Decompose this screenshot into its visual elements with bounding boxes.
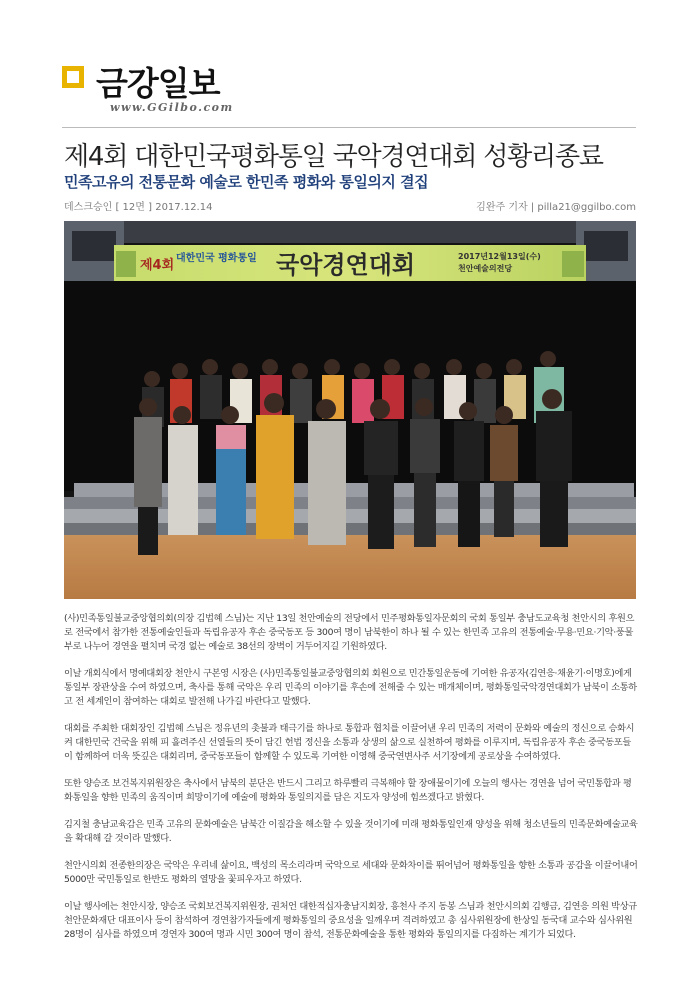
article-paragraph: 김지철 충남교육감은 민족 고유의 문화예술은 남북간 이질감을 해소할 수 있을 것이기에 미래 평화통일인재 양성을 위해 청소년들의 민족문화예술교육을 확대해 갈 것이라 말했다. [64,819,638,844]
newspaper-name[interactable]: 금강일보 [96,64,220,103]
banner-date: 2017년12월13일(수) [458,252,541,261]
article-photo [64,221,636,599]
article-paragraph: (사)민족통일불교중앙협의회(의장 김법혜 스님)는 지난 13일 천안예술의 전당에서 민주평화통일자문회의 국회 통일부 충남도교육청 천안시의 후원으로 전국에서 참가한 전통예술인들과 독립유공자 후손 중국동포 등 300여 명이 남북한이 하나 될 수 있는 한민족 고유의 전통예술·무용·민요·기악·풍물부로 나누어 경연을 펼치며 국경 없는 예술로 38선의 장벽이 거두어지길 기원하였다. [64,613,635,652]
article-subheadline: 민족고유의 전통문화 예술로 한민족 평화와 통일의지 결집 [64,173,429,191]
header-divider [62,127,636,128]
banner-title: 국악경연대회 [276,251,416,279]
event-banner [114,245,586,281]
banner-subtitle: 대한민국 평화통일 [176,253,257,264]
banner-venue: 천안예술의전당 [458,264,513,273]
article-paragraph: 또한 양승조 보건복지위원장은 축사에서 남북의 분단은 반드시 그리고 하루빨리 극복해야 할 장애물이기에 오늘의 행사는 경연을 넘어 국민통합과 평화통일을 향한 민족의 움직이며 희망이기에 예술에 평화와 통일의지를 담은 지도자 양성에 힘쓰겠다고 밝혔다. [64,778,632,803]
article-paragraph: 대회를 주최한 대회장인 김법혜 스님은 정유년의 촛불과 태극기를 하나로 통합과 협치를 이끌어낸 우리 민족의 저력이 문화와 예술의 정신으로 승화시켜 대한민국 건국을 위해 피 흘려주신 선열들의 뜻이 담긴 헌법 정신을 소통과 상생의 삶으로 실천하여 평화를 이루지며, 독립유공자 후손 중국동포들이 함께하여 더욱 뜻깊은 대회리며, 중국동포들이 함께할 수 있도록 기여한 이영해 중국연변사주 서기장에게 공로상을 수여하였다. [64,723,635,762]
banner-prefix: 제4회 [140,258,175,273]
article-paragraph: 천안시의회 전종한의장은 국악은 우리네 삶이요, 백성의 목소리라며 국악으로 세대와 문화차이를 뛰어넘어 평화통일을 향한 소통과 공감을 이끌어내어 5000만 국민통일로 한반도 평화의 열망을 꽃피우자고 하였다. [64,860,638,885]
article-headline: 제4회 대한민국평화통일 국악경연대회 성황리종료 [64,142,603,172]
newspaper-url[interactable]: www.GGilbo.com [110,101,234,114]
section-info: 데스크승인 [ 12면 ] 2017.12.14 [64,202,213,213]
article-paragraph: 이날 행사에는 천안시장, 양승조 국회보건복지위원장, 권처언 대한적십자충남지회장, 흥천사 주지 동봉 스님과 천안시의회 김행금, 김연응 의원 박상규 천안문화재단 대표이사 등이 참석하여 경연참가자들에게 평화통일의 중요성을 일깨우며 격려하였고 총 심사위원장에 한상일 동국대 교수와 심사위원 28명이 심사를 하였으며 경연자 300여 명과 시민 300여 명이 참석, 전통문화예술을 통한 평화와 통일의지를 다짐하는 계기가 되었다. [64,901,637,940]
article-body [64,612,638,955]
masthead [62,60,282,120]
byline[interactable]: 김완주 기자 | pilla21@ggilbo.com [476,202,636,213]
article-paragraph: 이날 개회식에서 명예대회장 천안시 구본영 시장은 (사)민족통일불교중앙협의회 회원으로 민간통일운동에 기여한 유공자(김연응·채윤기·이명호)에게 통일부 장관상을 수여 하였으며, 축사를 통해 국악은 우리 민족의 이야기를 후손에 전해줄 수 있는 매개체이며, 평화통일국악경연대회가 남북이 소통하고 전 세계인이 참여하는 대회로 발전해 나가길 바란다고 말했다. [64,668,637,707]
logo-square-icon [62,66,84,88]
